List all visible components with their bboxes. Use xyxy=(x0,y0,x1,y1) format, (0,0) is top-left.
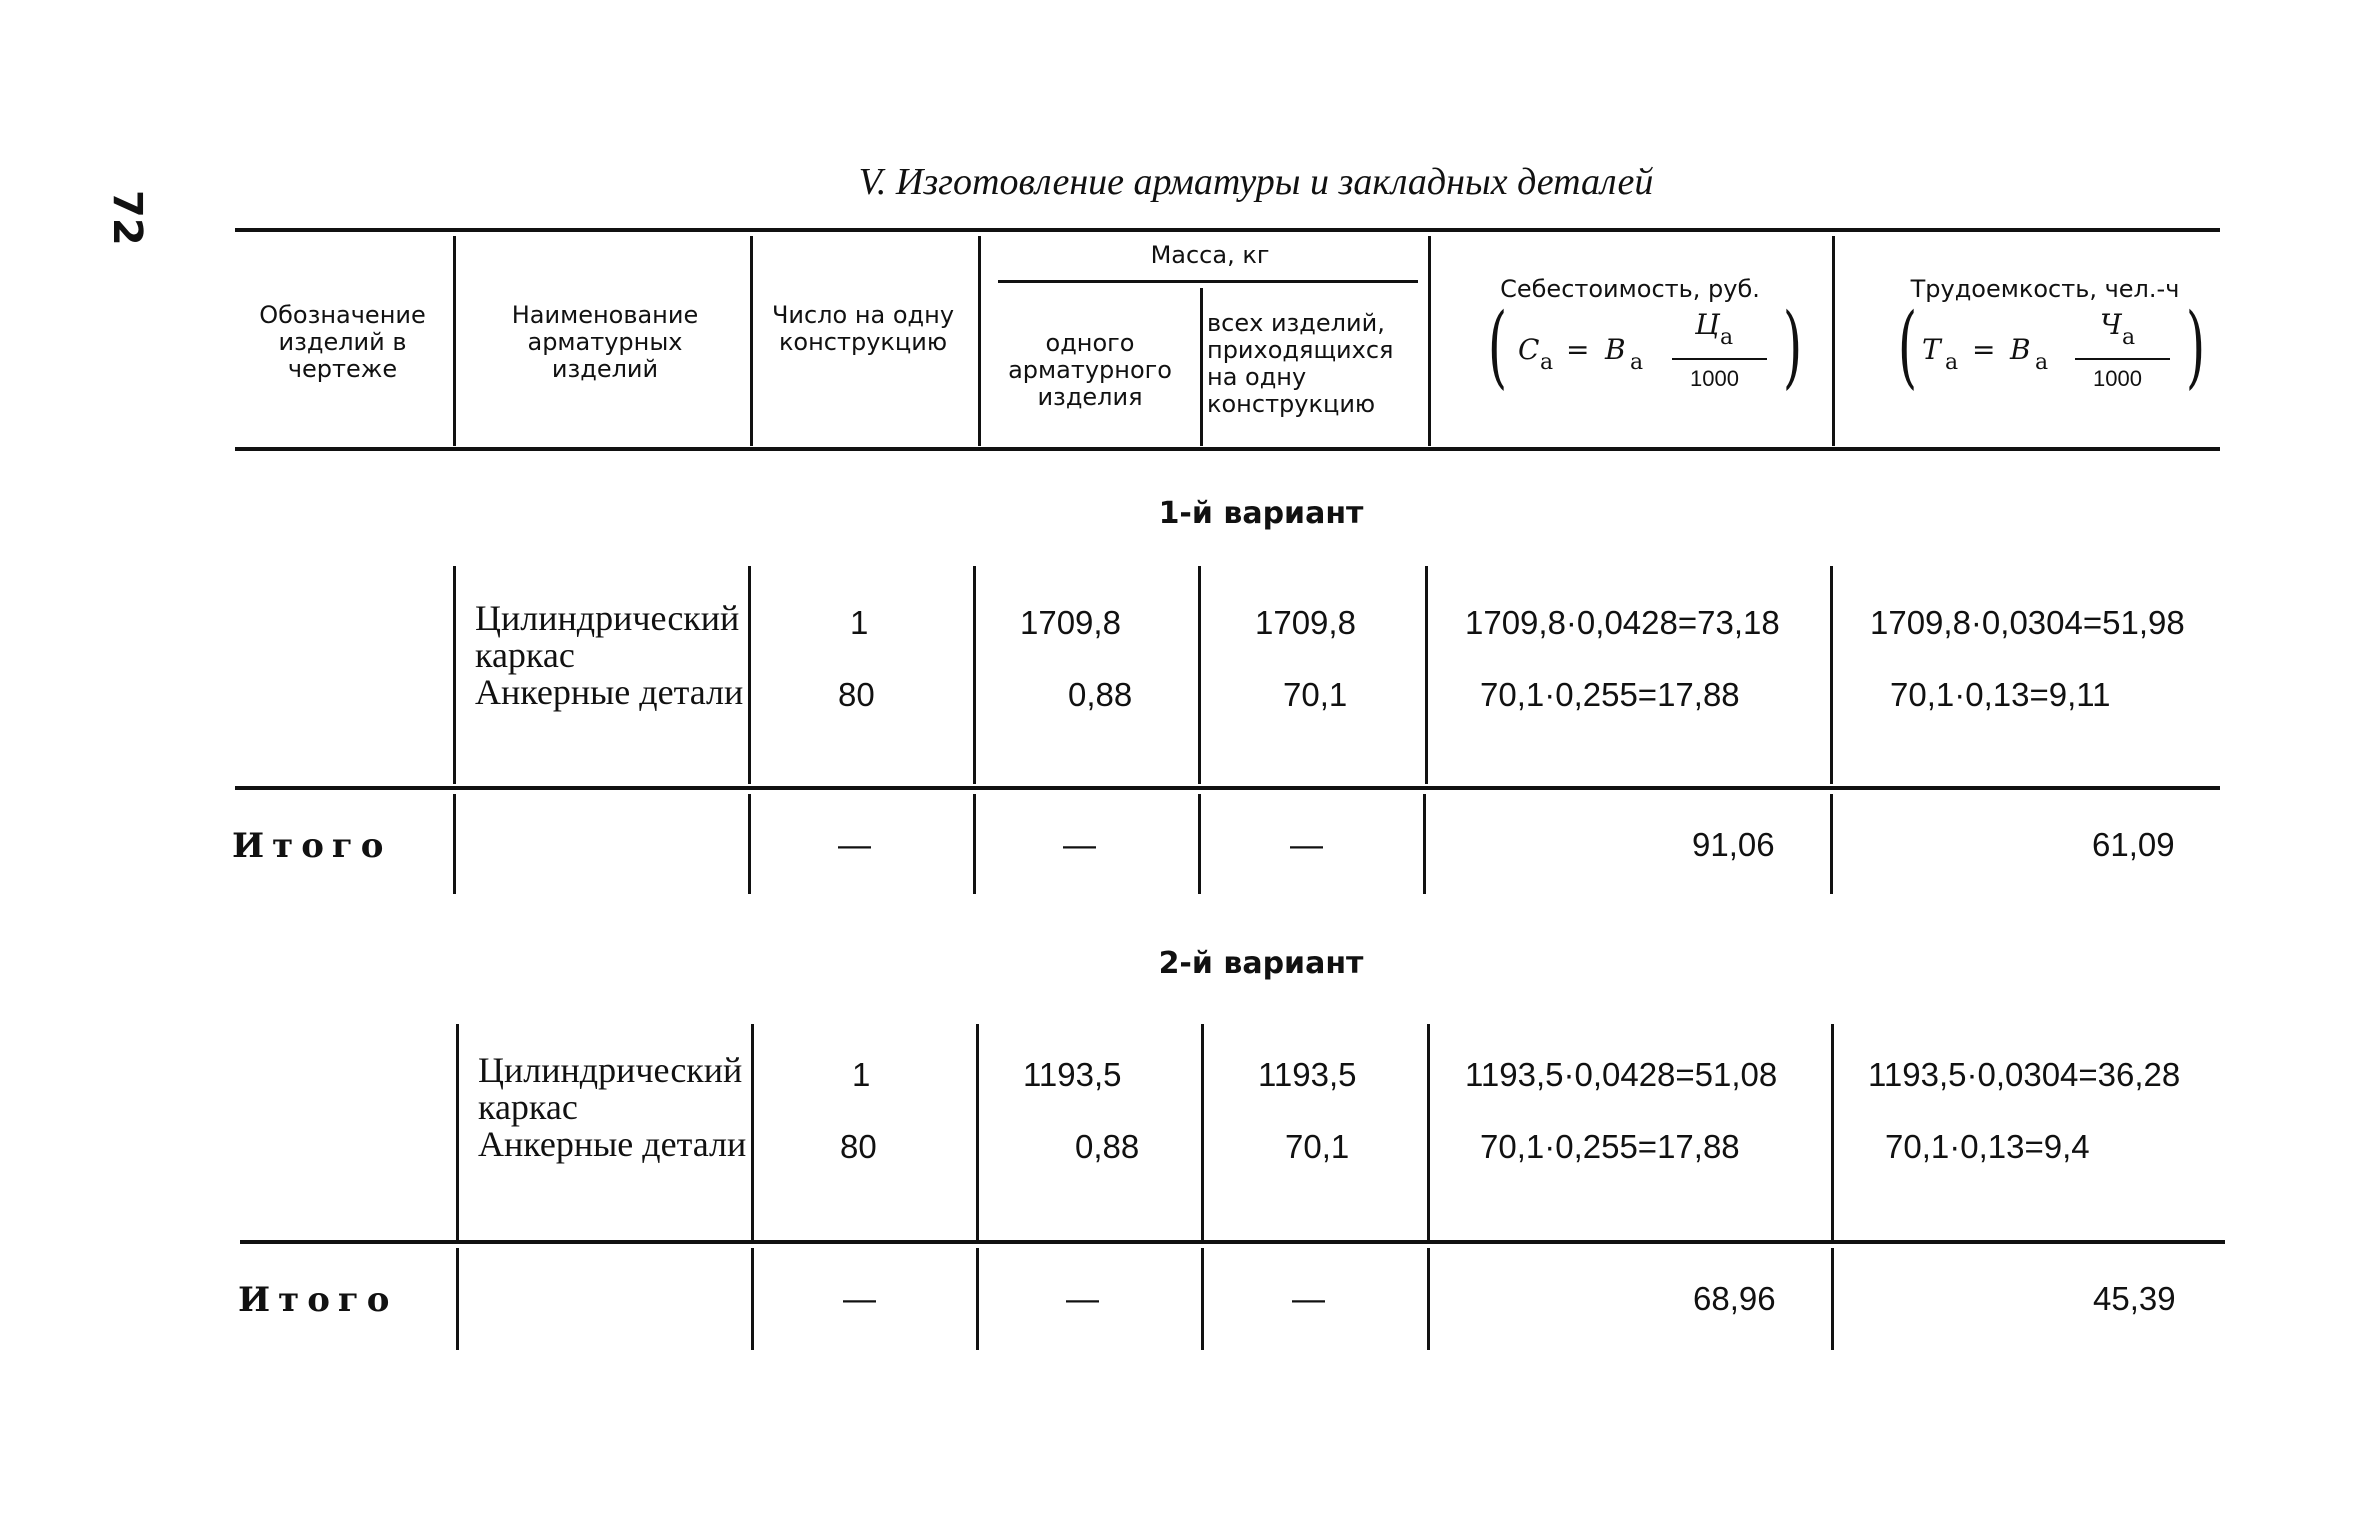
right-paren-icon: ) xyxy=(2185,294,2206,399)
item-mass-one: 1709,8 xyxy=(1020,604,1121,641)
formula-numerator: Ц xyxy=(1695,308,1720,341)
body-divider xyxy=(1830,566,1833,784)
header-mass-one: одного арматурного изделия xyxy=(1008,329,1172,411)
page-title: V. Изготовление арматуры и закладных деталей xyxy=(858,161,1654,203)
header-cost-title: Себестоимость, руб. xyxy=(1500,275,1760,303)
header-divider xyxy=(750,236,753,446)
item-count: 80 xyxy=(840,1128,877,1165)
header-designation: Обозначение изделий в чертеже xyxy=(259,301,426,383)
formula-denominator: 1000 xyxy=(2093,366,2142,391)
formula-numerator: Ч xyxy=(2100,308,2122,341)
formula-eq: = xyxy=(1566,333,1590,366)
body-divider xyxy=(973,566,976,784)
total-count: — xyxy=(838,826,871,863)
formula-c: C xyxy=(1518,333,1540,366)
header-divider xyxy=(1428,236,1431,446)
body-divider xyxy=(1201,1024,1204,1240)
item-count: 80 xyxy=(838,676,875,713)
formula-b: B xyxy=(1605,333,1626,366)
left-paren-icon: ( xyxy=(1487,294,1508,399)
total-divider xyxy=(1201,1248,1204,1350)
item-mass-one: 1193,5 xyxy=(1023,1056,1122,1093)
body-divider xyxy=(751,1024,754,1240)
total-cost: 68,96 xyxy=(1693,1280,1776,1317)
item-cost: 1193,5·0,0428=51,08 xyxy=(1465,1056,1778,1093)
body-divider xyxy=(453,566,456,784)
item-count: 1 xyxy=(850,604,869,641)
total-divider xyxy=(453,794,456,894)
total-rule xyxy=(235,786,2220,790)
formula-eq: = xyxy=(1972,333,1996,366)
total-divider xyxy=(1427,1248,1430,1350)
item-cost: 1709,8·0,0428=73,18 xyxy=(1465,604,1780,641)
item-mass-all: 1709,8 xyxy=(1255,604,1356,641)
total-labor: 45,39 xyxy=(2093,1280,2176,1317)
header-bottom-rule xyxy=(235,447,2220,451)
total-mass-one: — xyxy=(1063,826,1096,863)
total-label: Итого xyxy=(232,826,392,866)
total-divider xyxy=(1423,794,1426,894)
item-name: Цилиндрический каркас xyxy=(475,598,740,675)
total-labor: 61,09 xyxy=(2092,826,2175,863)
header-mass-group: Масса, кг xyxy=(1150,241,1270,269)
variant-1-label: 1-й вариант xyxy=(1158,496,1364,531)
total-divider xyxy=(976,1248,979,1350)
header-mass-all: всех изделий, приходящихся на одну конструкцию xyxy=(1207,309,1394,418)
total-count: — xyxy=(843,1280,876,1317)
body-divider xyxy=(748,566,751,784)
formula-sub: а xyxy=(1630,350,1644,375)
total-divider xyxy=(1198,794,1201,894)
body-divider xyxy=(1427,1024,1430,1240)
total-divider xyxy=(748,794,751,894)
header-top-rule xyxy=(235,228,2220,232)
total-label: Итого xyxy=(238,1280,398,1320)
total-mass-one: — xyxy=(1066,1280,1099,1317)
fraction-bar xyxy=(1672,358,1767,360)
item-mass-one: 0,88 xyxy=(1075,1128,1140,1165)
formula-denominator: 1000 xyxy=(1690,366,1739,391)
body-divider xyxy=(456,1024,459,1240)
body-divider xyxy=(1198,566,1201,784)
formula-sub: а xyxy=(2122,325,2136,350)
total-divider xyxy=(1831,1248,1834,1350)
total-cost: 91,06 xyxy=(1692,826,1775,863)
total-divider xyxy=(1830,794,1833,894)
header-divider xyxy=(978,236,981,446)
total-divider xyxy=(973,794,976,894)
total-divider xyxy=(751,1248,754,1350)
total-mass-all: — xyxy=(1290,826,1323,863)
body-divider xyxy=(1831,1024,1834,1240)
item-name: Анкерные детали xyxy=(478,1124,747,1164)
formula-sub: а xyxy=(1945,350,1959,375)
item-labor: 70,1·0,13=9,4 xyxy=(1885,1128,2090,1165)
formula-t: T xyxy=(1922,333,1941,366)
fraction-bar xyxy=(2075,358,2170,360)
body-divider xyxy=(1425,566,1428,784)
left-paren-icon: ( xyxy=(1897,294,1918,399)
total-mass-all: — xyxy=(1292,1280,1325,1317)
formula-sub: а xyxy=(2035,350,2049,375)
item-mass-all: 1193,5 xyxy=(1258,1056,1357,1093)
mass-group-rule xyxy=(998,280,1418,283)
header-count: Число на одну конструкцию xyxy=(771,301,955,356)
total-rule xyxy=(240,1240,2225,1244)
item-labor: 1193,5·0,0304=36,28 xyxy=(1868,1056,2181,1093)
item-name: Цилиндрический каркас xyxy=(478,1050,743,1127)
item-labor: 1709,8·0,0304=51,98 xyxy=(1870,604,2185,641)
header-divider xyxy=(1200,288,1203,446)
formula-sub: а xyxy=(1720,325,1734,350)
item-name: Анкерные детали xyxy=(475,672,744,712)
item-count: 1 xyxy=(852,1056,871,1093)
formula-sub: а xyxy=(1540,350,1554,375)
item-cost: 70,1·0,255=17,88 xyxy=(1480,1128,1740,1165)
header-divider xyxy=(1832,236,1835,446)
header-labor-title: Трудоемкость, чел.-ч xyxy=(1910,275,2180,303)
header-divider xyxy=(453,236,456,446)
item-mass-all: 70,1 xyxy=(1283,676,1348,713)
formula-b: B xyxy=(2010,333,2031,366)
item-mass-all: 70,1 xyxy=(1285,1128,1350,1165)
variant-2-label: 2-й вариант xyxy=(1158,946,1364,981)
item-mass-one: 0,88 xyxy=(1068,676,1133,713)
item-labor: 70,1·0,13=9,11 xyxy=(1890,676,2111,713)
page-number: 72 xyxy=(104,190,150,246)
body-divider xyxy=(976,1024,979,1240)
header-item-name: Наименование арматурных изделий xyxy=(511,301,699,383)
item-cost: 70,1·0,255=17,88 xyxy=(1480,676,1740,713)
right-paren-icon: ) xyxy=(1782,294,1803,399)
total-divider xyxy=(456,1248,459,1350)
